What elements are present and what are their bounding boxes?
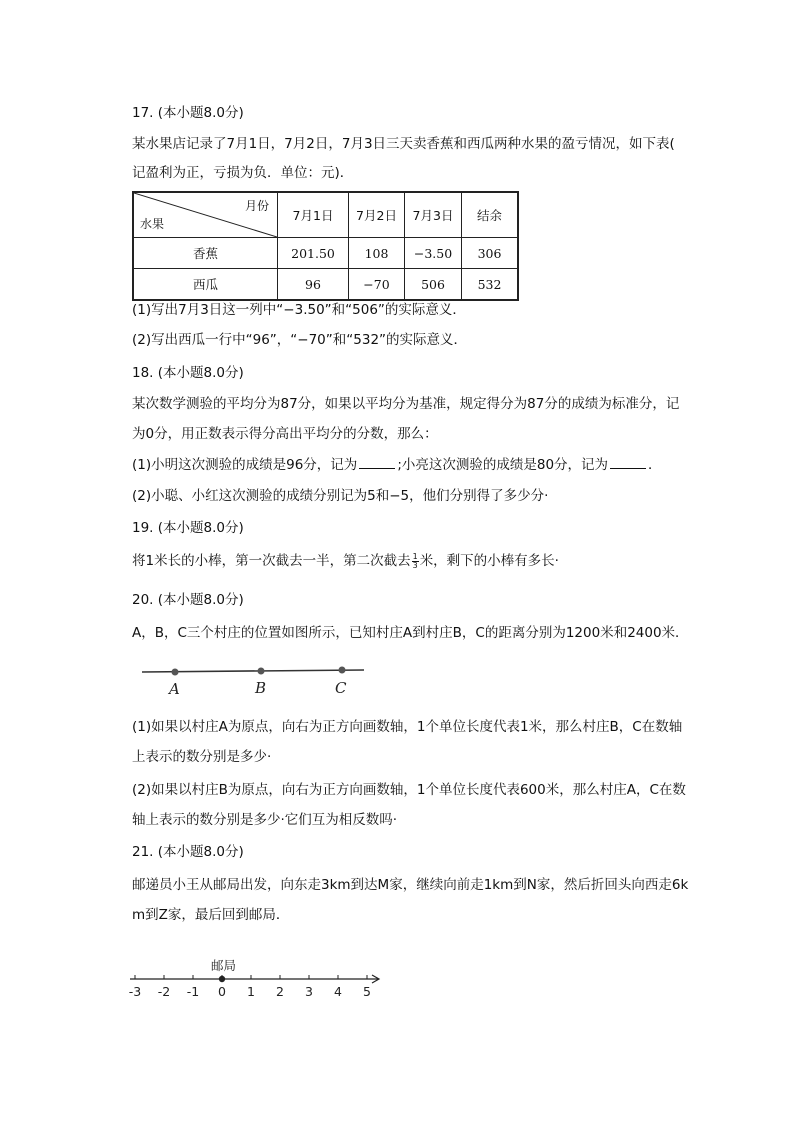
number-line-tick-label: 5	[363, 984, 371, 999]
q18-part2: (2)小聪、小红这次测验的成绩分别记为5和−5，他们分别得了多少分·	[132, 488, 549, 504]
q20-intro: A，B，C三个村庄的位置如图所示，已知村庄A到村庄B，C的距离分别为1200米和2400米．	[132, 625, 689, 641]
q18-part1	[132, 456, 662, 474]
answer-blank[interactable]	[610, 456, 646, 469]
number-line-tick-label: 2	[276, 984, 284, 999]
table-header-row	[133, 192, 518, 238]
table-cell: 532	[462, 269, 519, 301]
table-row	[133, 269, 518, 301]
point-c-label: C	[335, 679, 347, 697]
table-cell: 306	[462, 238, 519, 269]
number-line-tick-label: -1	[186, 984, 200, 999]
q17-heading: 17. (本小题8.0分)	[132, 105, 244, 121]
q20-part1-line2: 上表示的数分别是多少·	[132, 749, 272, 765]
table-cell: −70	[349, 269, 405, 301]
fraction	[412, 553, 419, 570]
table-corner-cell	[133, 192, 278, 238]
table-cell: 108	[349, 238, 405, 269]
table-row-label: 香蕉	[133, 238, 278, 269]
number-line-tick-label: 3	[305, 984, 313, 999]
table-col-header: 7月1日	[278, 192, 349, 238]
table-cell: 506	[405, 269, 462, 301]
q20-heading: 20. (本小题8.0分)	[132, 592, 244, 608]
post-office-label: 邮局	[211, 958, 237, 973]
number-line	[120, 955, 390, 1005]
number-line-tick-label: -2	[157, 984, 171, 999]
table-row	[133, 238, 518, 269]
table-row-label: 西瓜	[133, 269, 278, 301]
q17-intro-line2: 记盈利为正，亏损为负．单位：元)．	[132, 165, 354, 181]
number-line-tick-label: 1	[247, 984, 255, 999]
q17-part1: (1)写出7月3日这一列中“−3.50”和“506”的实际意义．	[132, 302, 466, 318]
q19-heading: 19. (本小题8.0分)	[132, 520, 244, 536]
q18-part1-text-c: ．	[648, 457, 662, 473]
q20-part2-line1: (2)如果以村庄B为原点，向右为正方向画数轴，1个单位长度代表600米，那么村庄A，C在数	[132, 782, 686, 798]
corner-top-label: 月份	[244, 199, 269, 213]
number-line-tick-label: 4	[334, 984, 342, 999]
village-diagram	[130, 655, 380, 705]
q19-text-b: 米，剩下的小棒有多长·	[419, 553, 559, 569]
table-cell: −3.50	[405, 238, 462, 269]
q18-intro-line1: 某次数学测验的平均分为87分，如果以平均分为基准，规定得分为87分的成绩为标准分，记	[132, 396, 680, 412]
point-b-label: B	[255, 679, 267, 697]
q17-intro-line1: 某水果店记录了7月1日，7月2日，7月3日三天卖香蕉和西瓜两种水果的盈亏情况，如下表(	[132, 136, 675, 152]
q17-part2: (2)写出西瓜一行中“96”，“−70”和“532”的实际意义．	[132, 332, 468, 348]
number-line-tick-label: -3	[128, 984, 142, 999]
number-line-group	[129, 958, 379, 999]
q21-line2: m到Z家，最后回到邮局．	[132, 907, 290, 923]
number-line-tick-label: 0	[218, 984, 226, 999]
q18-intro-line2: 为0分，用正数表示得分高出平均分的分数，那么：	[132, 426, 438, 442]
q19-text	[132, 552, 559, 570]
q19-text-a: 将1米长的小棒，第一次截去一半，第二次截去	[132, 553, 411, 569]
point-a-label: A	[169, 680, 180, 698]
point-c-dot	[339, 667, 346, 674]
q18-part1-text-a: (1)小明这次测验的成绩是96分，记为	[132, 457, 358, 473]
q17-table	[132, 191, 519, 301]
point-b-dot	[258, 668, 265, 675]
q20-part1-line1: (1)如果以村庄A为原点，向右为正方向画数轴，1个单位长度代表1米，那么村庄B，C在数轴	[132, 719, 683, 735]
q21-heading: 21. (本小题8.0分)	[132, 844, 244, 860]
q20-part2-line2: 轴上表示的数分别是多少·它们互为相反数吗·	[132, 812, 398, 828]
point-a-dot	[172, 669, 179, 676]
table-col-header: 结余	[462, 192, 519, 238]
fraction-numerator: 1	[412, 551, 418, 561]
q18-heading: 18. (本小题8.0分)	[132, 365, 244, 381]
q18-part1-text-b: ;小亮这次测验的成绩是80分，记为	[397, 457, 609, 473]
q21-line1: 邮递员小王从邮局出发，向东走3km到达M家，继续向前走1km到N家，然后折回头向西走6k	[132, 877, 689, 893]
table-cell: 201.50	[278, 238, 349, 269]
corner-bottom-label: 水果	[140, 217, 165, 231]
answer-blank[interactable]	[359, 456, 395, 469]
table-col-header: 7月3日	[405, 192, 462, 238]
fraction-denominator: 3	[412, 560, 418, 570]
table-col-header: 7月2日	[349, 192, 405, 238]
table-cell: 96	[278, 269, 349, 301]
